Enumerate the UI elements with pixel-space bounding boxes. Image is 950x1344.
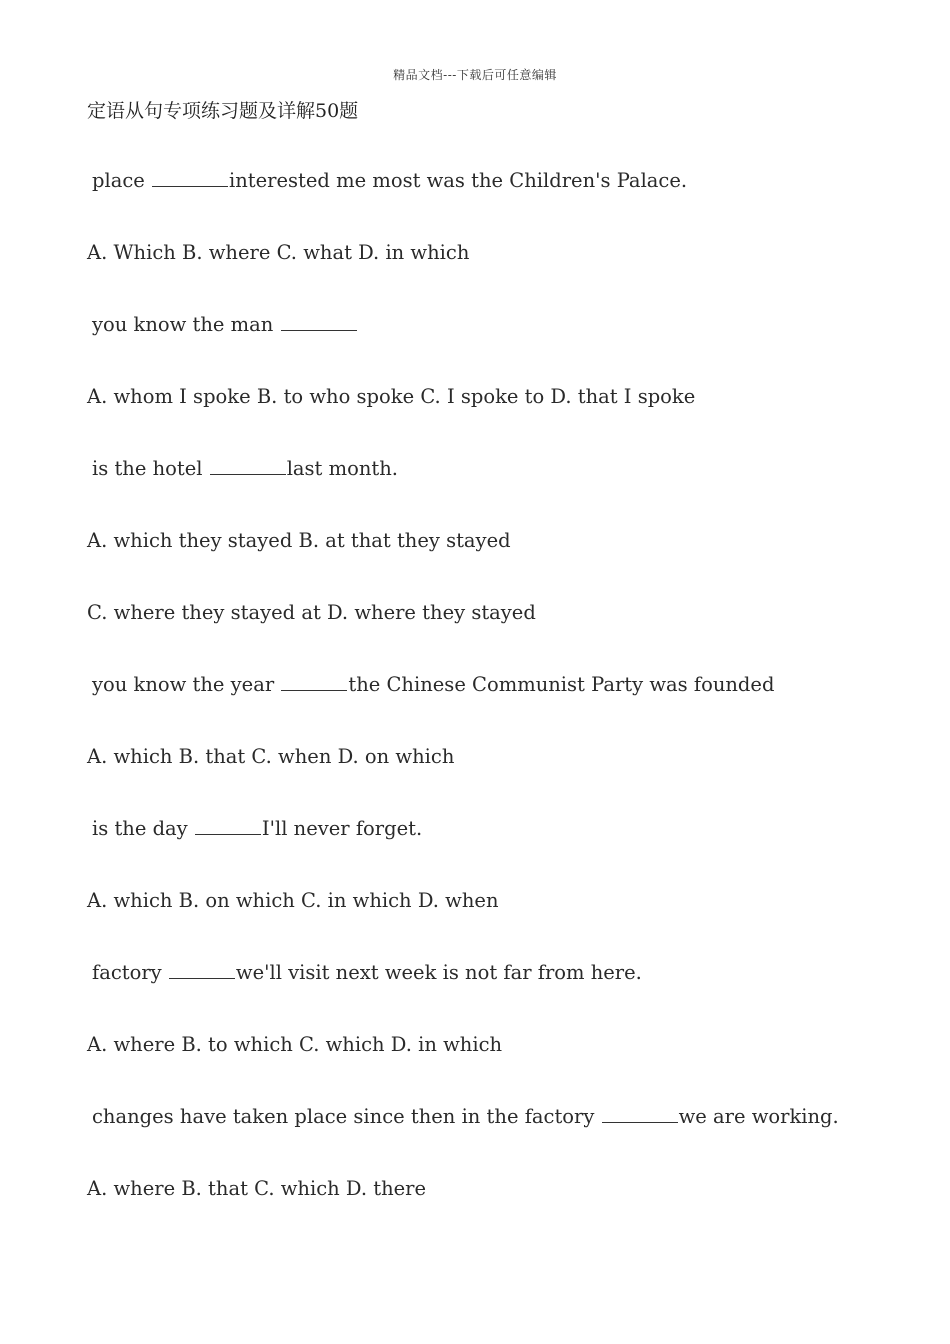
stem-text: the Chinese Communist Party was founded bbox=[348, 673, 775, 696]
stem-text: interested me most was the Children's Palace. bbox=[229, 169, 688, 192]
question-stem bbox=[87, 816, 422, 842]
stem-text: place bbox=[92, 169, 152, 192]
answer-blank bbox=[195, 818, 261, 835]
stem-text: you know the man bbox=[92, 313, 280, 336]
stem-text: last month. bbox=[286, 457, 398, 480]
answer-blank bbox=[152, 170, 228, 187]
question-stem bbox=[87, 456, 398, 482]
question-options: A. where B. to which C. which D. in which bbox=[87, 1033, 503, 1056]
question-stem bbox=[87, 1104, 839, 1130]
stem-text: is the day bbox=[92, 817, 194, 840]
answer-blank bbox=[281, 314, 357, 331]
question-options: A. which B. that C. when D. on which bbox=[87, 745, 455, 768]
question-stem bbox=[87, 312, 358, 338]
stem-text: factory bbox=[92, 961, 168, 984]
stem-text: is the hotel bbox=[92, 457, 209, 480]
answer-blank bbox=[210, 458, 286, 475]
stem-text: we are working. bbox=[678, 1105, 839, 1128]
stem-text: we'll visit next week is not far from here. bbox=[235, 961, 642, 984]
page-header-note: 精品文档---下载后可任意编辑 bbox=[393, 68, 557, 82]
question-options: A. Which B. where C. what D. in which bbox=[87, 241, 470, 264]
question-stem bbox=[87, 672, 774, 698]
question-options: A. where B. that C. which D. there bbox=[87, 1177, 427, 1200]
stem-text: I'll never forget. bbox=[261, 817, 423, 840]
question-stem bbox=[87, 168, 687, 194]
answer-blank bbox=[281, 674, 347, 691]
question-stem bbox=[87, 960, 642, 986]
question-options: A. which they stayed B. at that they stayed bbox=[87, 529, 511, 552]
question-options: A. whom I spoke B. to who spoke C. I spoke to D. that I spoke bbox=[87, 385, 696, 408]
question-options: A. which B. on which C. in which D. when bbox=[87, 889, 499, 912]
answer-blank bbox=[169, 962, 235, 979]
document-title: 定语从句专项练习题及详解50题 bbox=[87, 100, 359, 122]
answer-blank bbox=[602, 1106, 678, 1123]
question-options: C. where they stayed at D. where they stayed bbox=[87, 601, 536, 624]
stem-text: changes have taken place since then in the factory bbox=[92, 1105, 601, 1128]
stem-text: you know the year bbox=[92, 673, 281, 696]
